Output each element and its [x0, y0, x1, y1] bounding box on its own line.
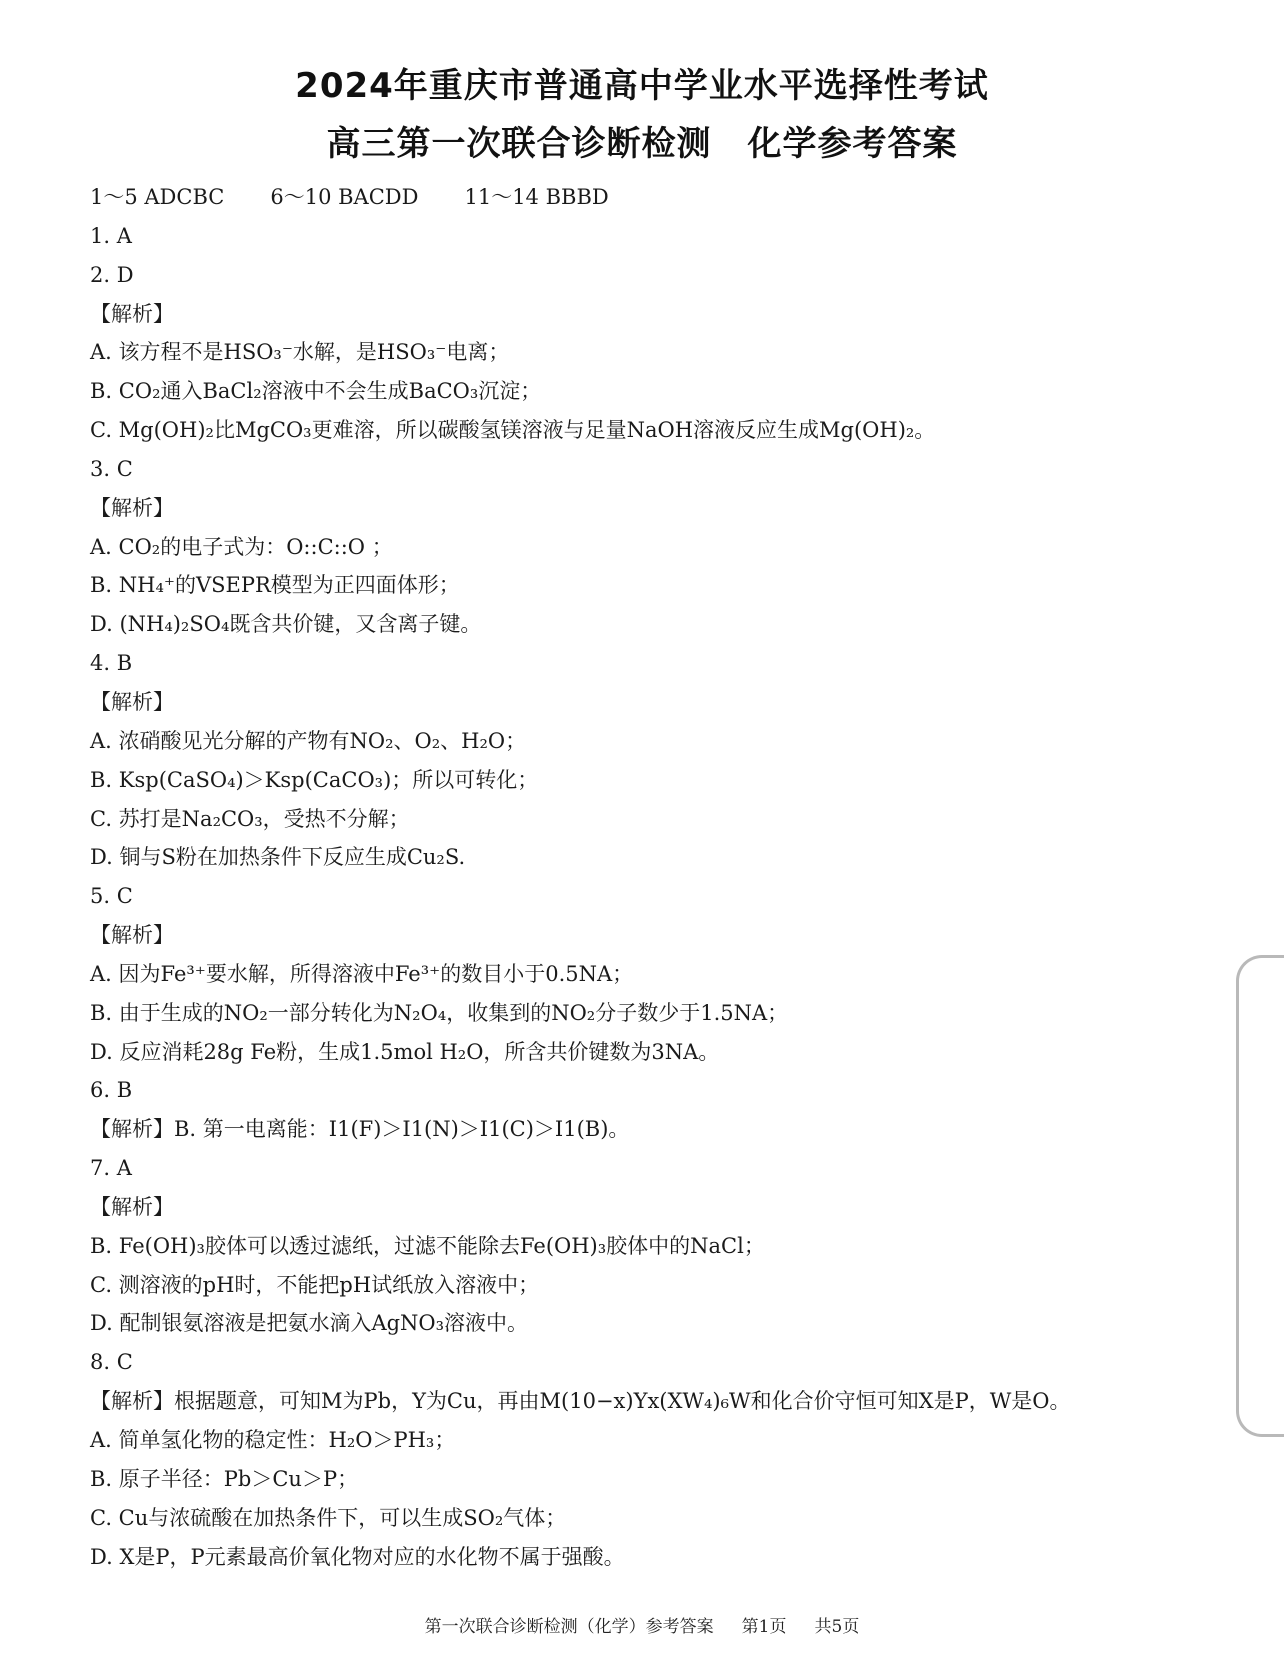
- q7-option-d: D. 配制银氨溶液是把氨水滴入AgNO₃溶液中。: [90, 1311, 529, 1336]
- q4-option-d: D. 铜与S粉在加热条件下反应生成Cu₂S.: [90, 845, 466, 870]
- q2-option-b: B. CO₂通入BaCl₂溶液中不会生成BaCO₃沉淀；: [90, 379, 542, 404]
- q3-explanation-tag: 【解析】: [90, 495, 174, 520]
- q5-option-d: D. 反应消耗28g Fe粉，生成1.5mol H₂O，所含共价键数为3NA。: [90, 1039, 720, 1064]
- summary-11-14: 11～14 BBBD: [464, 185, 609, 209]
- q4-option-c: C. 苏打是Na₂CO₃，受热不分解；: [90, 806, 410, 831]
- q8-answer: 8. C: [90, 1350, 133, 1375]
- q4-answer: 4. B: [90, 651, 133, 676]
- q3-option-a: A. CO₂的电子式为：O::C::O ；: [90, 534, 393, 559]
- q7-explanation-tag: 【解析】: [90, 1194, 174, 1219]
- q7-option-b: B. Fe(OH)₃胶体可以透过滤纸，过滤不能除去Fe(OH)₃胶体中的NaCl；: [90, 1233, 765, 1258]
- document-subtitle: [0, 116, 1284, 165]
- q1-answer: 1. A: [90, 223, 132, 248]
- q5-option-a: A. 因为Fe³⁺要水解，所得溶液中Fe³⁺的数目小于0.5NA；: [90, 961, 634, 986]
- q7-option-c: C. 测溶液的pH时，不能把pH试纸放入溶液中；: [90, 1272, 540, 1297]
- answer-content: [90, 178, 1170, 1576]
- answer-summary: [90, 178, 1170, 217]
- document-title: 2024年重庆市普通高中学业水平选择性考试: [295, 66, 989, 106]
- subtitle-exam: 高三第一次联合诊断检测: [326, 124, 712, 164]
- footer-page-total: 共5页: [814, 1617, 860, 1637]
- q4-explanation-tag: 【解析】: [90, 689, 174, 714]
- summary-6-10: 6～10 BACDD: [270, 185, 419, 209]
- footer-doc-name: 第一次联合诊断检测（化学）参考答案: [424, 1617, 714, 1637]
- page-scroll-edge[interactable]: [1236, 955, 1284, 1437]
- page-footer: [0, 1612, 1284, 1637]
- q3-answer: 3. C: [90, 456, 133, 481]
- q2-explanation-tag: 【解析】: [90, 301, 174, 326]
- subtitle-answer: 化学参考答案: [747, 124, 958, 164]
- summary-1-5: 1～5 ADCBC: [90, 185, 225, 209]
- q7-answer: 7. A: [90, 1156, 132, 1181]
- q8-explanation: 【解析】根据题意，可知M为Pb，Y为Cu，再由M(10−x)Yx(XW₄)₆W和化合价守恒可知X是P，W是O。: [90, 1389, 1071, 1414]
- q4-option-b: B. Ksp(CaSO₄)＞Ksp(CaCO₃)；所以可转化；: [90, 767, 539, 792]
- q2-option-a: A. 该方程不是HSO₃⁻水解，是HSO₃⁻电离；: [90, 340, 510, 365]
- q8-option-a: A. 简单氢化物的稳定性：H₂O＞PH₃；: [90, 1428, 456, 1452]
- q6-explanation: 【解析】B. 第一电离能：I1(F)＞I1(N)＞I1(C)＞I1(B)。: [90, 1117, 630, 1142]
- q3-option-d: D. (NH₄)₂SO₄既含共价键，又含离子键。: [90, 612, 482, 637]
- q8-option-d: D. X是P，P元素最高价氧化物对应的水化物不属于强酸。: [90, 1544, 625, 1569]
- q8-option-c: C. Cu与浓硫酸在加热条件下，可以生成SO₂气体；: [90, 1505, 567, 1530]
- q8-option-b: B. 原子半径：Pb＞Cu＞P；: [90, 1466, 359, 1491]
- q2-option-c: C. Mg(OH)₂比MgCO₃更难溶，所以碳酸氢镁溶液与足量NaOH溶液反应生成Mg(OH)₂。: [90, 418, 936, 443]
- q5-option-b: B. 由于生成的NO₂一部分转化为N₂O₄，收集到的NO₂分子数少于1.5NA；: [90, 1000, 789, 1025]
- q3-option-b: B. NH₄⁺的VSEPR模型为正四面体形；: [90, 573, 460, 598]
- q4-option-a: A. 浓硝酸见光分解的产物有NO₂、O₂、H₂O；: [90, 728, 527, 753]
- q6-answer: 6. B: [90, 1078, 133, 1103]
- q2-answer: 2. D: [90, 262, 134, 287]
- q5-explanation-tag: 【解析】: [90, 923, 174, 948]
- footer-page-number: 第1页: [741, 1617, 787, 1637]
- q5-answer: 5. C: [90, 884, 133, 909]
